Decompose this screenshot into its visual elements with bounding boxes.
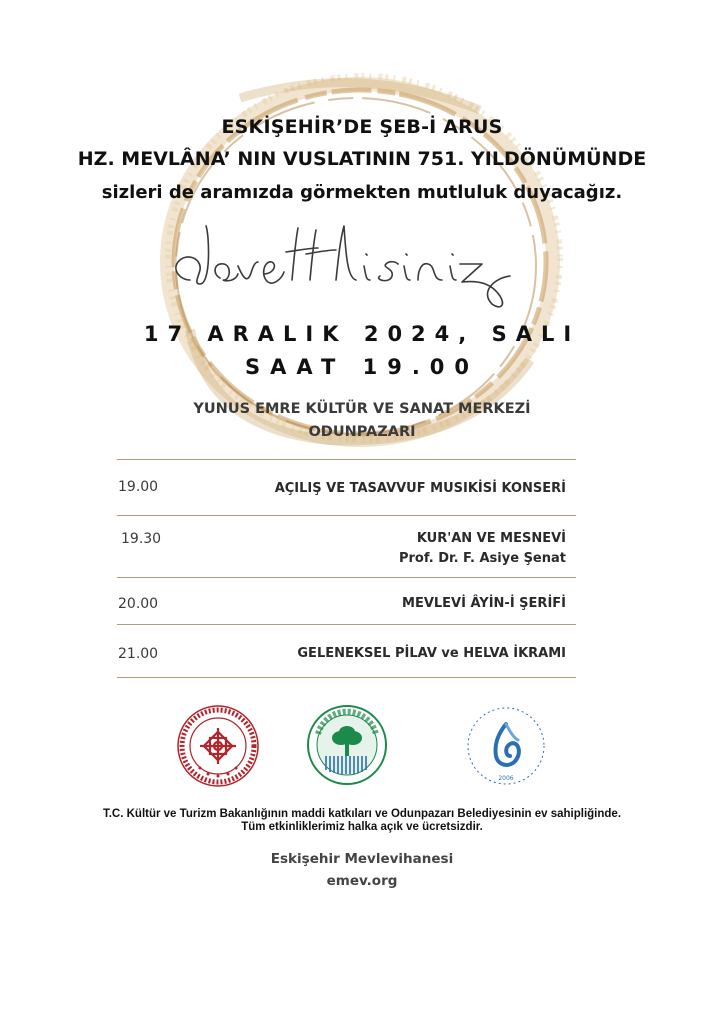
program-divider-top [117,459,576,460]
heading-line-3: sizleri de aramızda görmekten mutluluk duyacağız. [101,182,623,203]
footer-line-1: T.C. Kültür ve Turizm Bakanlığının maddi katkıları ve Odunpazarı Belediyesinin ev sahipliğinde. [102,808,622,820]
program-title-4: GELENEKSEL PİLAV ve HELVA İKRAMI [297,646,566,661]
ministry-seal-icon [176,704,260,788]
program-time-3: 20.00 [118,596,159,612]
heading-line-1: ESKİŞEHİR’DE ŞEB-İ ARUS [221,116,503,138]
program-subtitle-2: Prof. Dr. F. Asiye Şenat [398,551,566,566]
program-title-1: AÇILIŞ VE TASAVVUF MUSIKİSİ KONSERİ [274,481,566,496]
odunpazari-municipality-logo-icon [306,704,388,786]
program-divider-bottom [117,677,576,678]
heading-line-2: HZ. MEVLÂNA’ NIN VUSLATININ 751. YILDÖNÜMÜNDE [77,148,647,170]
signature-website: emev.org [326,873,398,889]
program-time-2: 19.30 [121,531,162,547]
signature-name: Eskişehir Mevlevihanesi [270,851,454,867]
venue-line-2: ODUNPAZARI [308,424,416,440]
mevlevihane-year: 2006 [498,775,514,782]
program-title-3: MEVLEVİ ÂYİN-İ ŞERİFİ [402,596,566,611]
footer-line-2: Tüm etkinliklerimiz halka açık ve ücretsizdir. [241,821,483,833]
program-title-2: KUR'AN VE MESNEVİ [416,531,566,546]
mevlevihane-association-logo-icon [464,704,548,788]
program-divider-2 [117,577,576,578]
program-divider-3 [117,624,576,625]
program-time-4: 21.00 [118,646,159,662]
program-divider-1 [117,515,576,516]
program-time-1: 19.00 [118,479,159,495]
venue-line-1: YUNUS EMRE KÜLTÜR VE SANAT MERKEZİ [193,401,531,417]
event-date: 17 ARALIK 2024, SALI [143,322,581,346]
event-time: SAAT 19.00 [244,355,480,379]
invitation-script-word [160,218,520,308]
